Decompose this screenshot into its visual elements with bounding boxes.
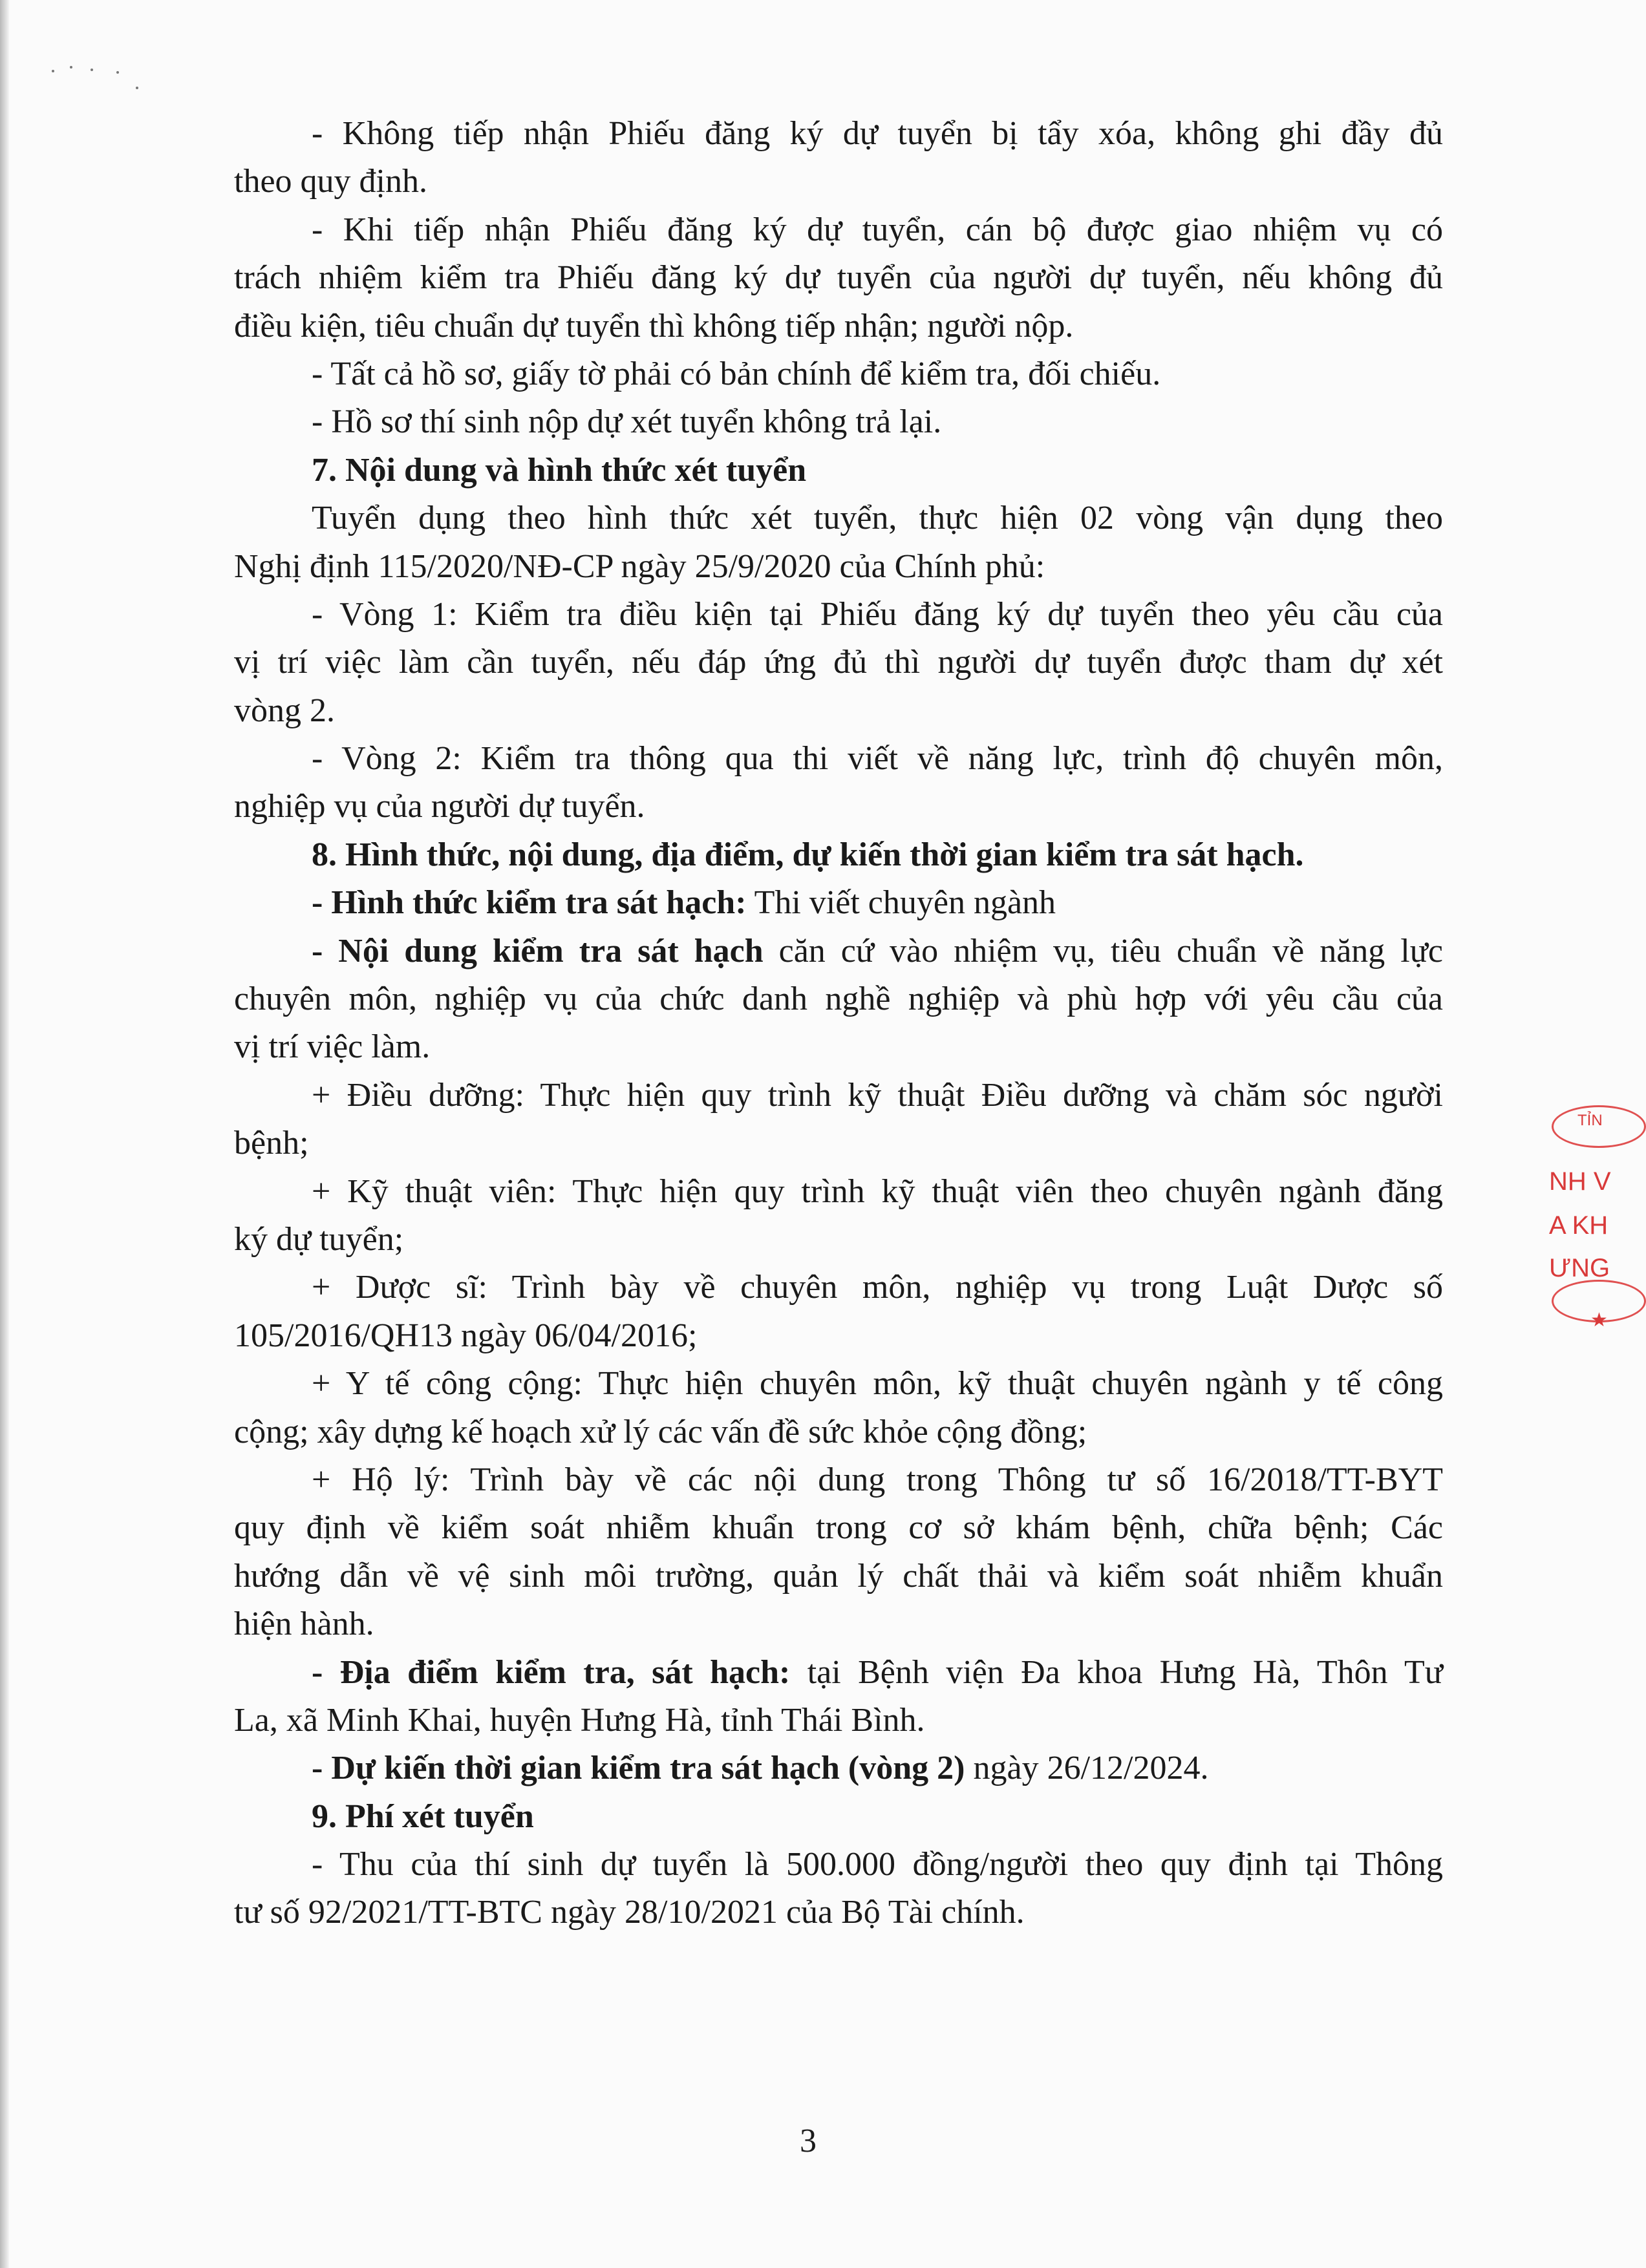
bold-heading: - Dự kiến thời gian kiểm tra sát hạch (vòng 2) <box>312 1750 965 1787</box>
line-text: bệnh; <box>234 1125 309 1162</box>
document-line <box>234 254 1443 302</box>
document-line <box>234 1841 1443 1889</box>
document-line <box>234 1793 1443 1841</box>
line-text: + Y tế công cộng: Thực hiện chuyên môn, kỹ thuật chuyên ngành y tế công <box>312 1365 1443 1403</box>
line-text: căn cứ vào nhiệm vụ, tiêu chuẩn về năng lực <box>763 932 1443 970</box>
line-text: theo quy định. <box>234 163 427 200</box>
scan-edge-shadow <box>0 0 9 2268</box>
document-body <box>234 110 1443 1937</box>
line-text: 105/2016/QH13 ngày 06/04/2016; <box>234 1317 698 1354</box>
document-line <box>234 1216 1443 1264</box>
line-text: điều kiện, tiêu chuẩn dự tuyển thì không tiếp nhận; người nộp. <box>234 307 1074 344</box>
line-text: - Vòng 1: Kiểm tra điều kiện tại Phiếu đăng ký dự tuyển theo yêu cầu của <box>312 595 1443 633</box>
line-text: hiện hành. <box>234 1606 374 1643</box>
line-text: - Khi tiếp nhận Phiếu đăng ký dự tuyển, cán bộ được giao nhiệm vụ có <box>312 211 1443 248</box>
line-text: ngày 26/12/2024. <box>965 1750 1209 1787</box>
document-line <box>234 1312 1443 1360</box>
document-line <box>234 591 1443 639</box>
line-text: trách nhiệm kiểm tra Phiếu đăng ký dự tuyển của người dự tuyển, nếu không đủ <box>234 259 1443 297</box>
line-text: - Vòng 2: Kiểm tra thông qua thi viết về năng lực, trình độ chuyên môn, <box>312 740 1443 778</box>
line-text: quy định về kiểm soát nhiễm khuẩn trong cơ sở khám bệnh, chữa bệnh; Các <box>234 1509 1443 1547</box>
line-text: tại Bệnh viện Đa khoa Hưng Hà, Thôn Tư <box>790 1653 1443 1691</box>
document-line <box>234 1264 1443 1311</box>
document-line <box>234 543 1443 591</box>
bold-heading: 9. Phí xét tuyển <box>312 1797 534 1835</box>
bold-heading: - Địa điểm kiểm tra, sát hạch: <box>312 1653 791 1691</box>
line-text: Nghị định 115/2020/NĐ-CP ngày 25/9/2020 của Chính phủ: <box>234 547 1045 585</box>
page-number: 3 <box>800 2123 817 2159</box>
line-text: tư số 92/2021/TT-BTC ngày 28/10/2021 của Bộ Tài chính. <box>234 1894 1025 1931</box>
line-text: ký dự tuyển; <box>234 1220 404 1258</box>
speck <box>52 70 54 72</box>
stamp-fragment: TỈN <box>1577 1112 1603 1129</box>
document-line <box>234 1744 1443 1792</box>
stamp-star-icon: ★ <box>1590 1309 1608 1331</box>
stamp-fragment: A KH <box>1549 1211 1609 1240</box>
line-text: Thi viết chuyên ngành <box>746 884 1056 922</box>
document-line <box>234 639 1443 686</box>
document-line <box>234 302 1443 350</box>
speck <box>136 87 138 89</box>
document-line <box>234 1023 1443 1071</box>
speck <box>116 71 119 74</box>
red-seal-stamp <box>1545 1086 1611 1357</box>
document-line <box>234 447 1443 494</box>
line-text: - Hồ sơ thí sinh nộp dự xét tuyển không trả lại. <box>312 403 942 441</box>
line-text: + Hộ lý: Trình bày về các nội dung trong Thông tư số 16/2018/TT-BYT <box>312 1461 1443 1498</box>
document-line <box>234 206 1443 254</box>
document-line <box>234 1553 1443 1600</box>
line-text: vòng 2. <box>234 692 335 729</box>
line-text: - Thu của thí sinh dự tuyển là 500.000 đồng/người theo quy định tại Thông <box>312 1846 1443 1883</box>
document-line <box>234 1456 1443 1504</box>
line-text: nghiệp vụ của người dự tuyển. <box>234 788 645 825</box>
line-text: + Kỹ thuật viên: Thực hiện quy trình kỹ thuật viên theo chuyên ngành đăng <box>312 1172 1443 1210</box>
document-line <box>234 831 1443 879</box>
bold-heading: - Nội dung kiểm tra sát hạch <box>312 932 764 970</box>
document-line <box>234 158 1443 206</box>
line-text: - Tất cả hồ sơ, giấy tờ phải có bản chính để kiểm tra, đối chiếu. <box>312 355 1161 392</box>
bold-heading: 8. Hình thức, nội dung, địa điểm, dự kiến thời gian kiểm tra sát hạch. <box>312 836 1304 873</box>
document-line <box>234 110 1443 158</box>
document-line <box>234 735 1443 783</box>
document-line <box>234 1504 1443 1552</box>
document-line <box>234 975 1443 1023</box>
document-line <box>234 1072 1443 1119</box>
document-line <box>234 1889 1443 1936</box>
scan-specks <box>39 58 168 97</box>
line-text: vị trí việc làm. <box>234 1028 431 1066</box>
document-line <box>234 350 1443 398</box>
document-line <box>234 687 1443 735</box>
document-line <box>234 1697 1443 1744</box>
line-text: + Điều dưỡng: Thực hiện quy trình kỹ thuật Điều dưỡng và chăm sóc người <box>312 1076 1443 1114</box>
bold-heading: 7. Nội dung và hình thức xét tuyển <box>312 451 807 489</box>
stamp-fragment: ƯNG <box>1549 1254 1610 1282</box>
line-text: chuyên môn, nghiệp vụ của chức danh nghề nghiệp và phù hợp với yêu cầu của <box>234 980 1443 1018</box>
document-line <box>234 1408 1443 1456</box>
line-text: + Dược sĩ: Trình bày về chuyên môn, nghiệp vụ trong Luật Dược số <box>312 1269 1443 1306</box>
speck <box>91 69 93 71</box>
document-line <box>234 1360 1443 1408</box>
document-line <box>234 1119 1443 1167</box>
line-text: La, xã Minh Khai, huyện Hưng Hà, tỉnh Thái Bình. <box>234 1701 925 1739</box>
line-text: - Không tiếp nhận Phiếu đăng ký dự tuyển bị tẩy xóa, không ghi đầy đủ <box>312 115 1443 152</box>
stamp-fragment: NH V <box>1549 1167 1611 1196</box>
document-line <box>234 879 1443 927</box>
line-text: vị trí việc làm cần tuyển, nếu đáp ứng đủ thì người dự tuyển được tham dự xét <box>234 644 1443 681</box>
document-line <box>234 927 1443 975</box>
bold-heading: - Hình thức kiểm tra sát hạch: <box>312 884 747 922</box>
speck <box>70 66 72 69</box>
line-text: cộng; xây dựng kế hoạch xử lý các vấn đề sức khỏe cộng đồng; <box>234 1413 1087 1450</box>
document-line <box>234 783 1443 831</box>
document-line <box>234 1600 1443 1648</box>
document-line <box>234 494 1443 542</box>
line-text: hướng dẫn về vệ sinh môi trường, quản lý chất thải và kiểm soát nhiễm khuẩn <box>234 1557 1443 1595</box>
document-line <box>234 398 1443 446</box>
document-line <box>234 1649 1443 1697</box>
line-text: Tuyển dụng theo hình thức xét tuyển, thực hiện 02 vòng vận dụng theo <box>312 500 1443 537</box>
document-line <box>234 1168 1443 1216</box>
